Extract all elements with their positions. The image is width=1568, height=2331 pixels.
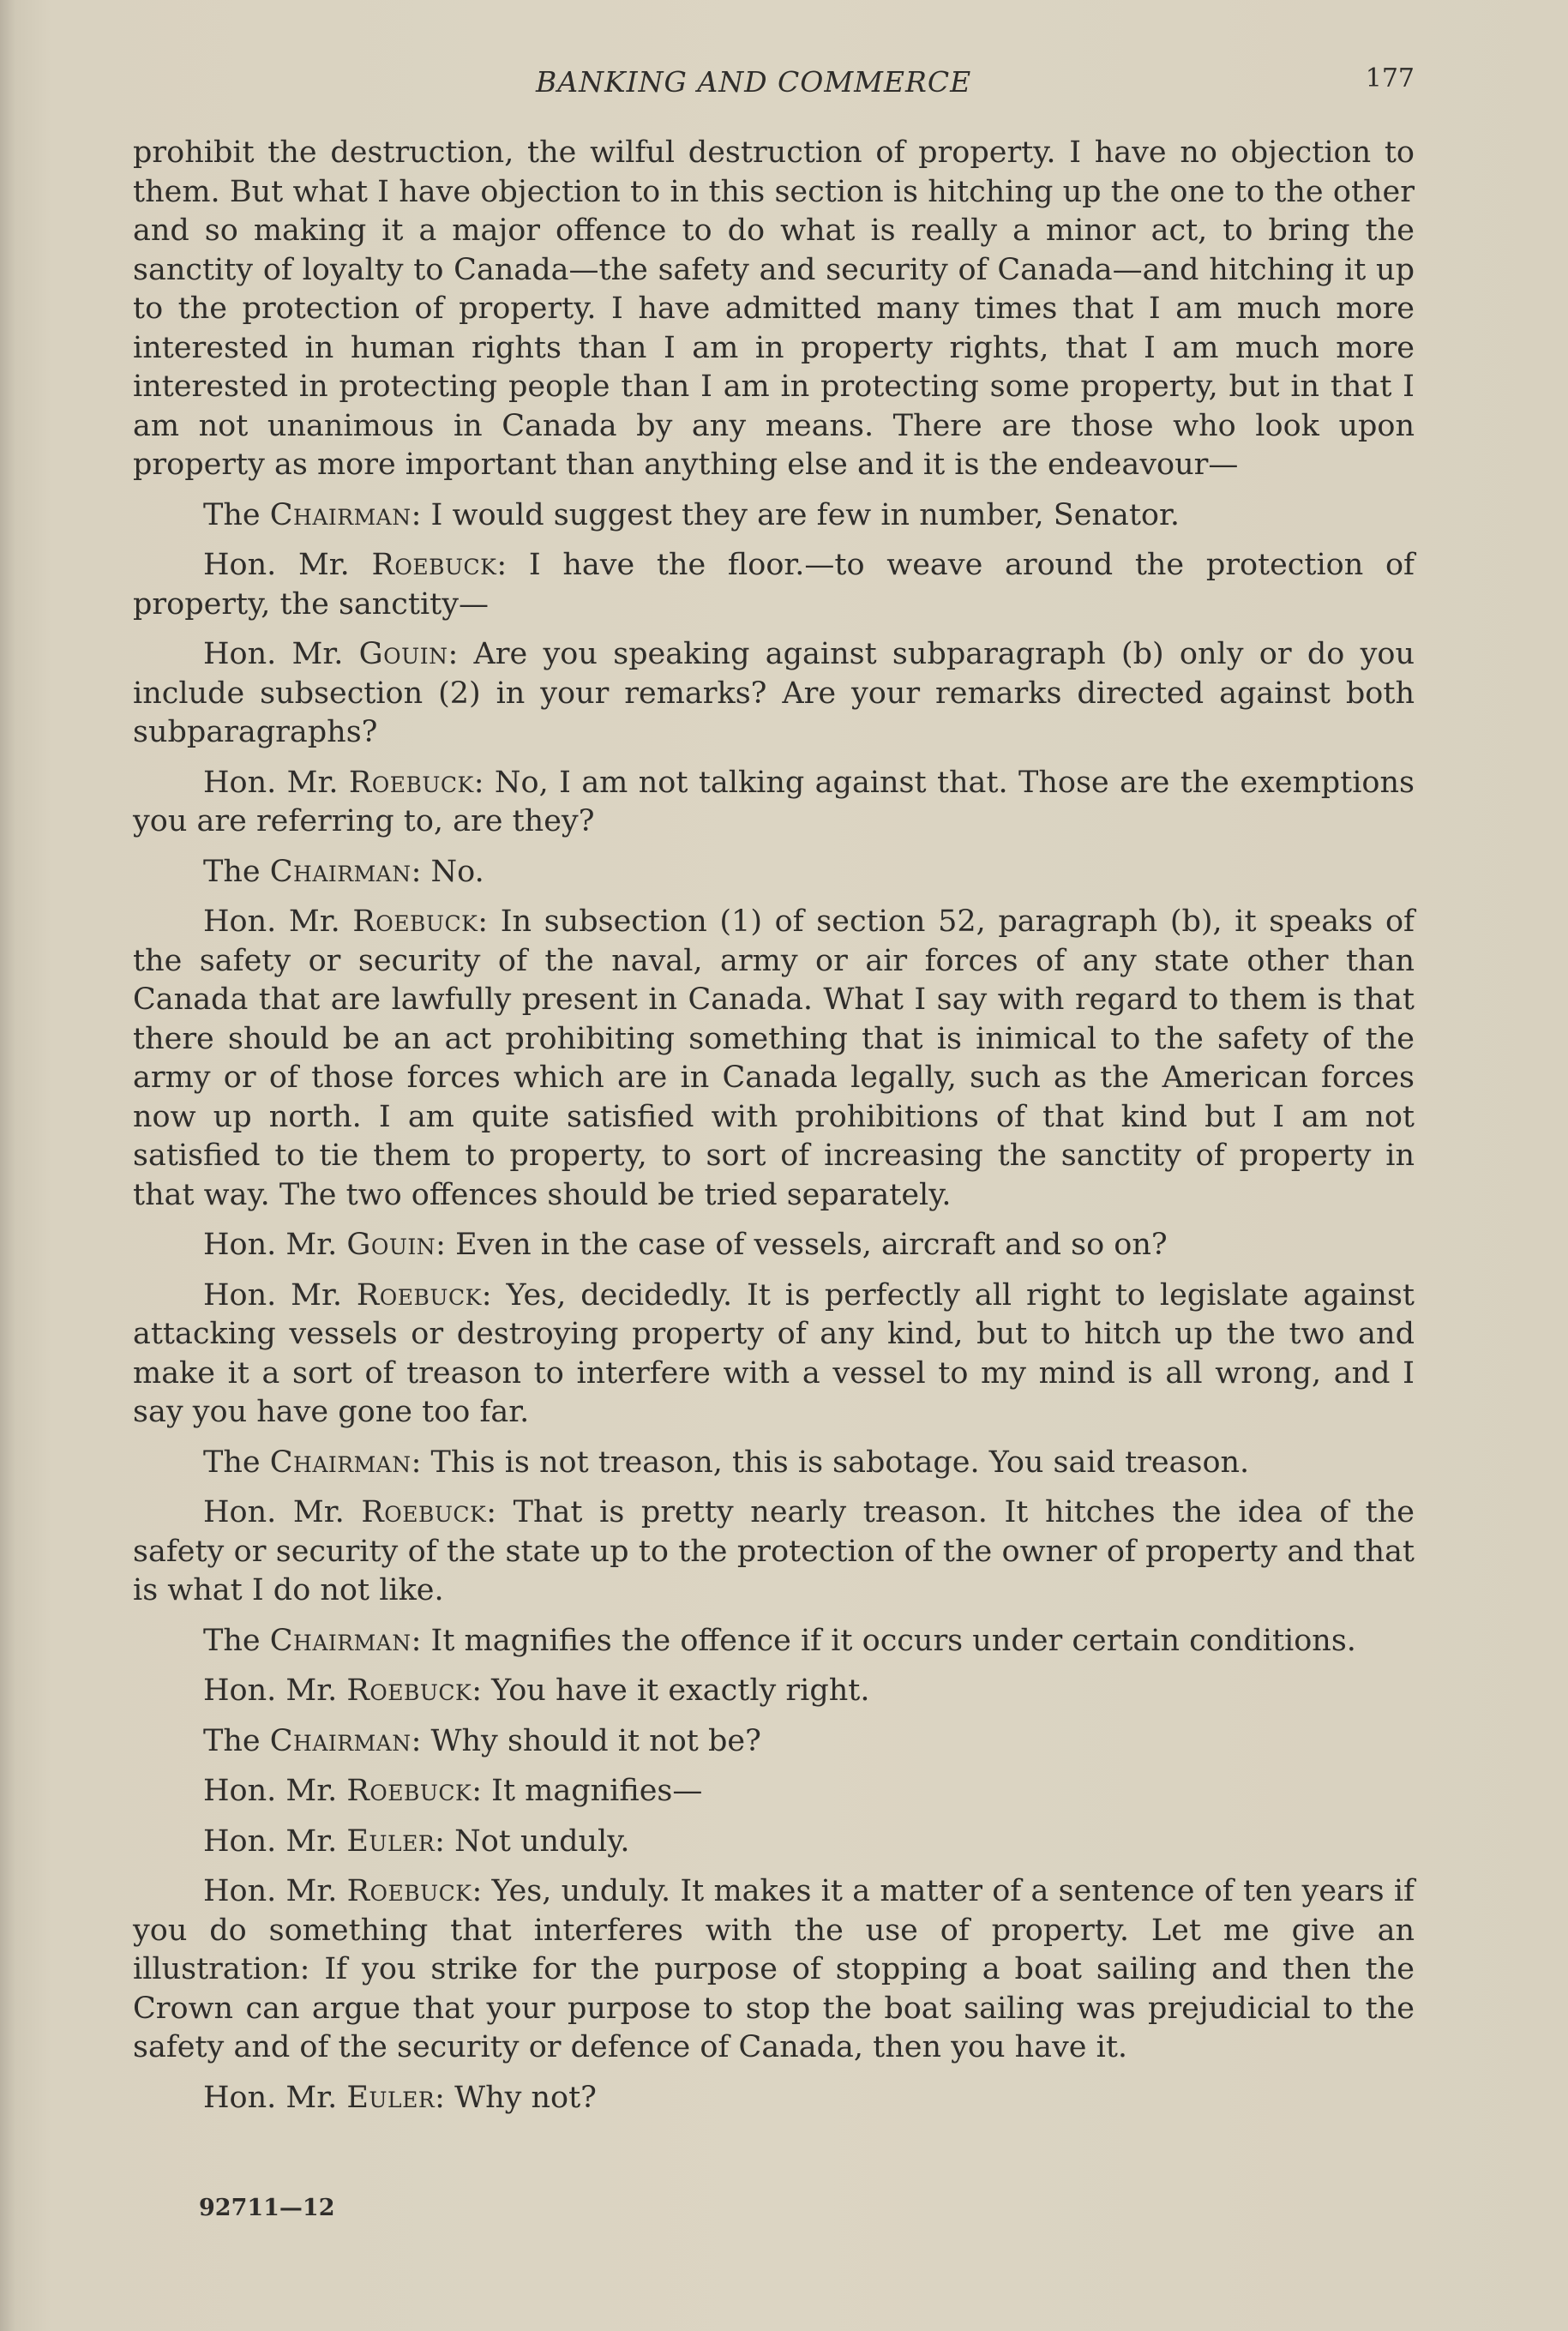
speech-text: That is pretty nearly treason. It hitches the idea of the safety or security of the state up to the protection of the owner of property and that is what I do not like. [133,1495,1415,1607]
speaker-prefix: Hon. Mr. [203,1495,362,1529]
speech-text: It magnifies— [491,1774,703,1808]
speaker-prefix: The [203,854,270,889]
speaker-prefix: Hon. Mr. [203,904,353,939]
speaker-name: Euler [346,1823,436,1859]
speaker-name: Chairman [269,854,412,889]
speech-paragraph [133,1823,1415,1862]
speech-paragraph [133,1672,1415,1711]
speech-paragraph [133,1722,1415,1762]
speaker-prefix: Hon. Mr. [203,637,359,671]
speech-paragraph [133,1872,1415,2068]
speech-text: In subsection (1) of section 52, paragraph (b), it speaks of the safety or security of the naval, army or air forces of any state other than Canada that are lawfully present in Canada. What I say with regard to them is that there should be an act prohibiting something that is inimical to the safety of the army or of those forces which are in Canada legally, such as the American forces now up north. I am quite satisfied with prohibitions of that kind but I am not satisfied to tie them to property, to sort of increasing the sanctity of property in that way. The two offences should be tried separately. [133,904,1415,1212]
speech-text: I have the floor.—to weave around the protection of property, the sanctity— [133,548,1415,622]
speech-paragraph [133,1444,1415,1483]
speaker-name: Roebuck [346,1673,472,1708]
speech-paragraph [133,496,1415,536]
speech-text: Why not? [454,2080,597,2115]
speech-text: No, I am not talking against that. Those are the exemptions you are referring to, are they? [133,765,1415,838]
speaker-colon: : [478,904,501,939]
opening-paragraph: prohibit the destruction, the wilful destruction of property. I have no objection to them. But what I have objection to in this section is hitching up the one to the other and so making it a major offence to do what is really a minor act, to bring the sanctity of loyalty to Canada—the safety and security of Canada—and hitching it up to the protection of property. I have admitted many times that I am much more interested in human rights than I am in property rights, that I am much more interested in protecting people than I am in protecting some property, but in that I am not unanimous in Canada by any means. There are those who look upon property as more important than anything else and it is the endeavour— [133,135,1415,482]
speaker-prefix: Hon. Mr. [203,1228,347,1262]
speech-paragraph [133,1226,1415,1265]
speech-text: Not unduly. [454,1823,630,1859]
page-header [133,65,1415,108]
speech-paragraph [133,2079,1415,2118]
speaker-name: Roebuck [346,1774,472,1808]
speaker-colon: : [411,1723,431,1758]
speech-paragraph [133,764,1415,842]
page-number: 177 [1365,63,1415,93]
speaker-colon: : [472,1673,492,1708]
speaker-name: Roebuck [348,765,474,800]
speaker-prefix: The [203,497,270,532]
speaker-prefix: Hon. Mr. [203,1823,347,1859]
speaker-colon: : [435,1823,455,1859]
speaker-name: Chairman [269,1723,412,1758]
speaker-colon: : [411,854,431,889]
speaker-name: Gouin [358,637,448,671]
speaker-name: Roebuck [371,548,497,582]
speaker-prefix: Hon. Mr. [203,765,349,800]
speaker-colon: : [472,1774,492,1808]
speech-paragraph [133,1622,1415,1661]
speech-text: I would suggest they are few in number, Senator. [430,497,1180,532]
speaker-colon: : [472,1874,492,1908]
speaker-name: Roebuck [361,1495,487,1529]
speech-text: This is not treason, this is sabotage. You said treason. [430,1445,1250,1480]
running-head: BANKING AND COMMERCE [536,65,972,99]
speaker-prefix: Hon. Mr. [203,1774,347,1808]
speech-paragraph [133,546,1415,624]
speaker-colon: : [448,637,474,671]
speaker-name: Chairman [269,1623,412,1658]
speaker-name: Roebuck [356,1277,482,1313]
speaker-prefix: Hon. Mr. [203,2080,347,2115]
speaker-name: Roebuck [346,1874,472,1908]
speaker-colon: : [496,548,529,582]
speaker-prefix: Hon. Mr. [203,1277,357,1313]
speaker-colon: : [411,1445,431,1480]
transcript-body [133,134,1415,2129]
speaker-prefix: The [203,1723,270,1758]
speaker-prefix: Hon. Mr. [203,548,372,582]
speech-text: Why should it not be? [430,1723,761,1758]
speaker-colon: : [435,2080,455,2115]
speaker-name: Chairman [269,497,412,532]
speech-paragraph [133,903,1415,1215]
speech-paragraph [133,853,1415,892]
speaker-name: Chairman [269,1445,412,1480]
speaker-colon: : [436,1228,456,1262]
speech-text: Are you speaking against subparagraph (b) only or do you include subsection (2) in your remarks? Are your remarks directed against both subparagraphs? [133,637,1415,749]
speaker-colon: : [473,765,495,800]
speech-text: You have it exactly right. [491,1673,870,1708]
speech-paragraph [133,1493,1415,1611]
speech-paragraph [133,635,1415,753]
speaker-name: Euler [346,2080,436,2115]
signature-mark: 92711—12 [199,2195,335,2221]
speaker-colon: : [481,1277,507,1313]
speaker-prefix: The [203,1623,270,1658]
speaker-name: Gouin [346,1228,436,1262]
speech-text: No. [430,854,484,889]
speech-paragraph [133,1277,1415,1433]
speaker-prefix: Hon. Mr. [203,1874,347,1908]
speaker-prefix: Hon. Mr. [203,1673,347,1708]
speech-paragraph [133,1772,1415,1811]
speaker-prefix: The [203,1445,270,1480]
speech-text: Yes, unduly. It makes it a matter of a sentence of ten years if you do something that interferes with the use of property. Let me give an illustration: If you strike for the purpose of stopping a boat sailing and then the Crown can argue that your purpose to stop the boat sailing was prejudicial to the safety and of the security or defence of Canada, then you have it. [133,1874,1415,2064]
speaker-colon: : [411,1623,431,1658]
speaker-colon: : [486,1495,514,1529]
speech-text: Even in the case of vessels, aircraft and so on? [455,1228,1168,1262]
speaker-name: Roebuck [352,904,478,939]
speech-text: Yes, decidedly. It is perfectly all right to legislate against attacking vessels or destroying property of any kind, but to hitch up the two and make it a sort of treason to interfere with a vessel to my mind is all wrong, and I say you have gone too far. [133,1277,1415,1429]
speaker-colon: : [411,497,431,532]
speech-text: It magnifies the offence if it occurs under certain conditions. [430,1623,1356,1658]
